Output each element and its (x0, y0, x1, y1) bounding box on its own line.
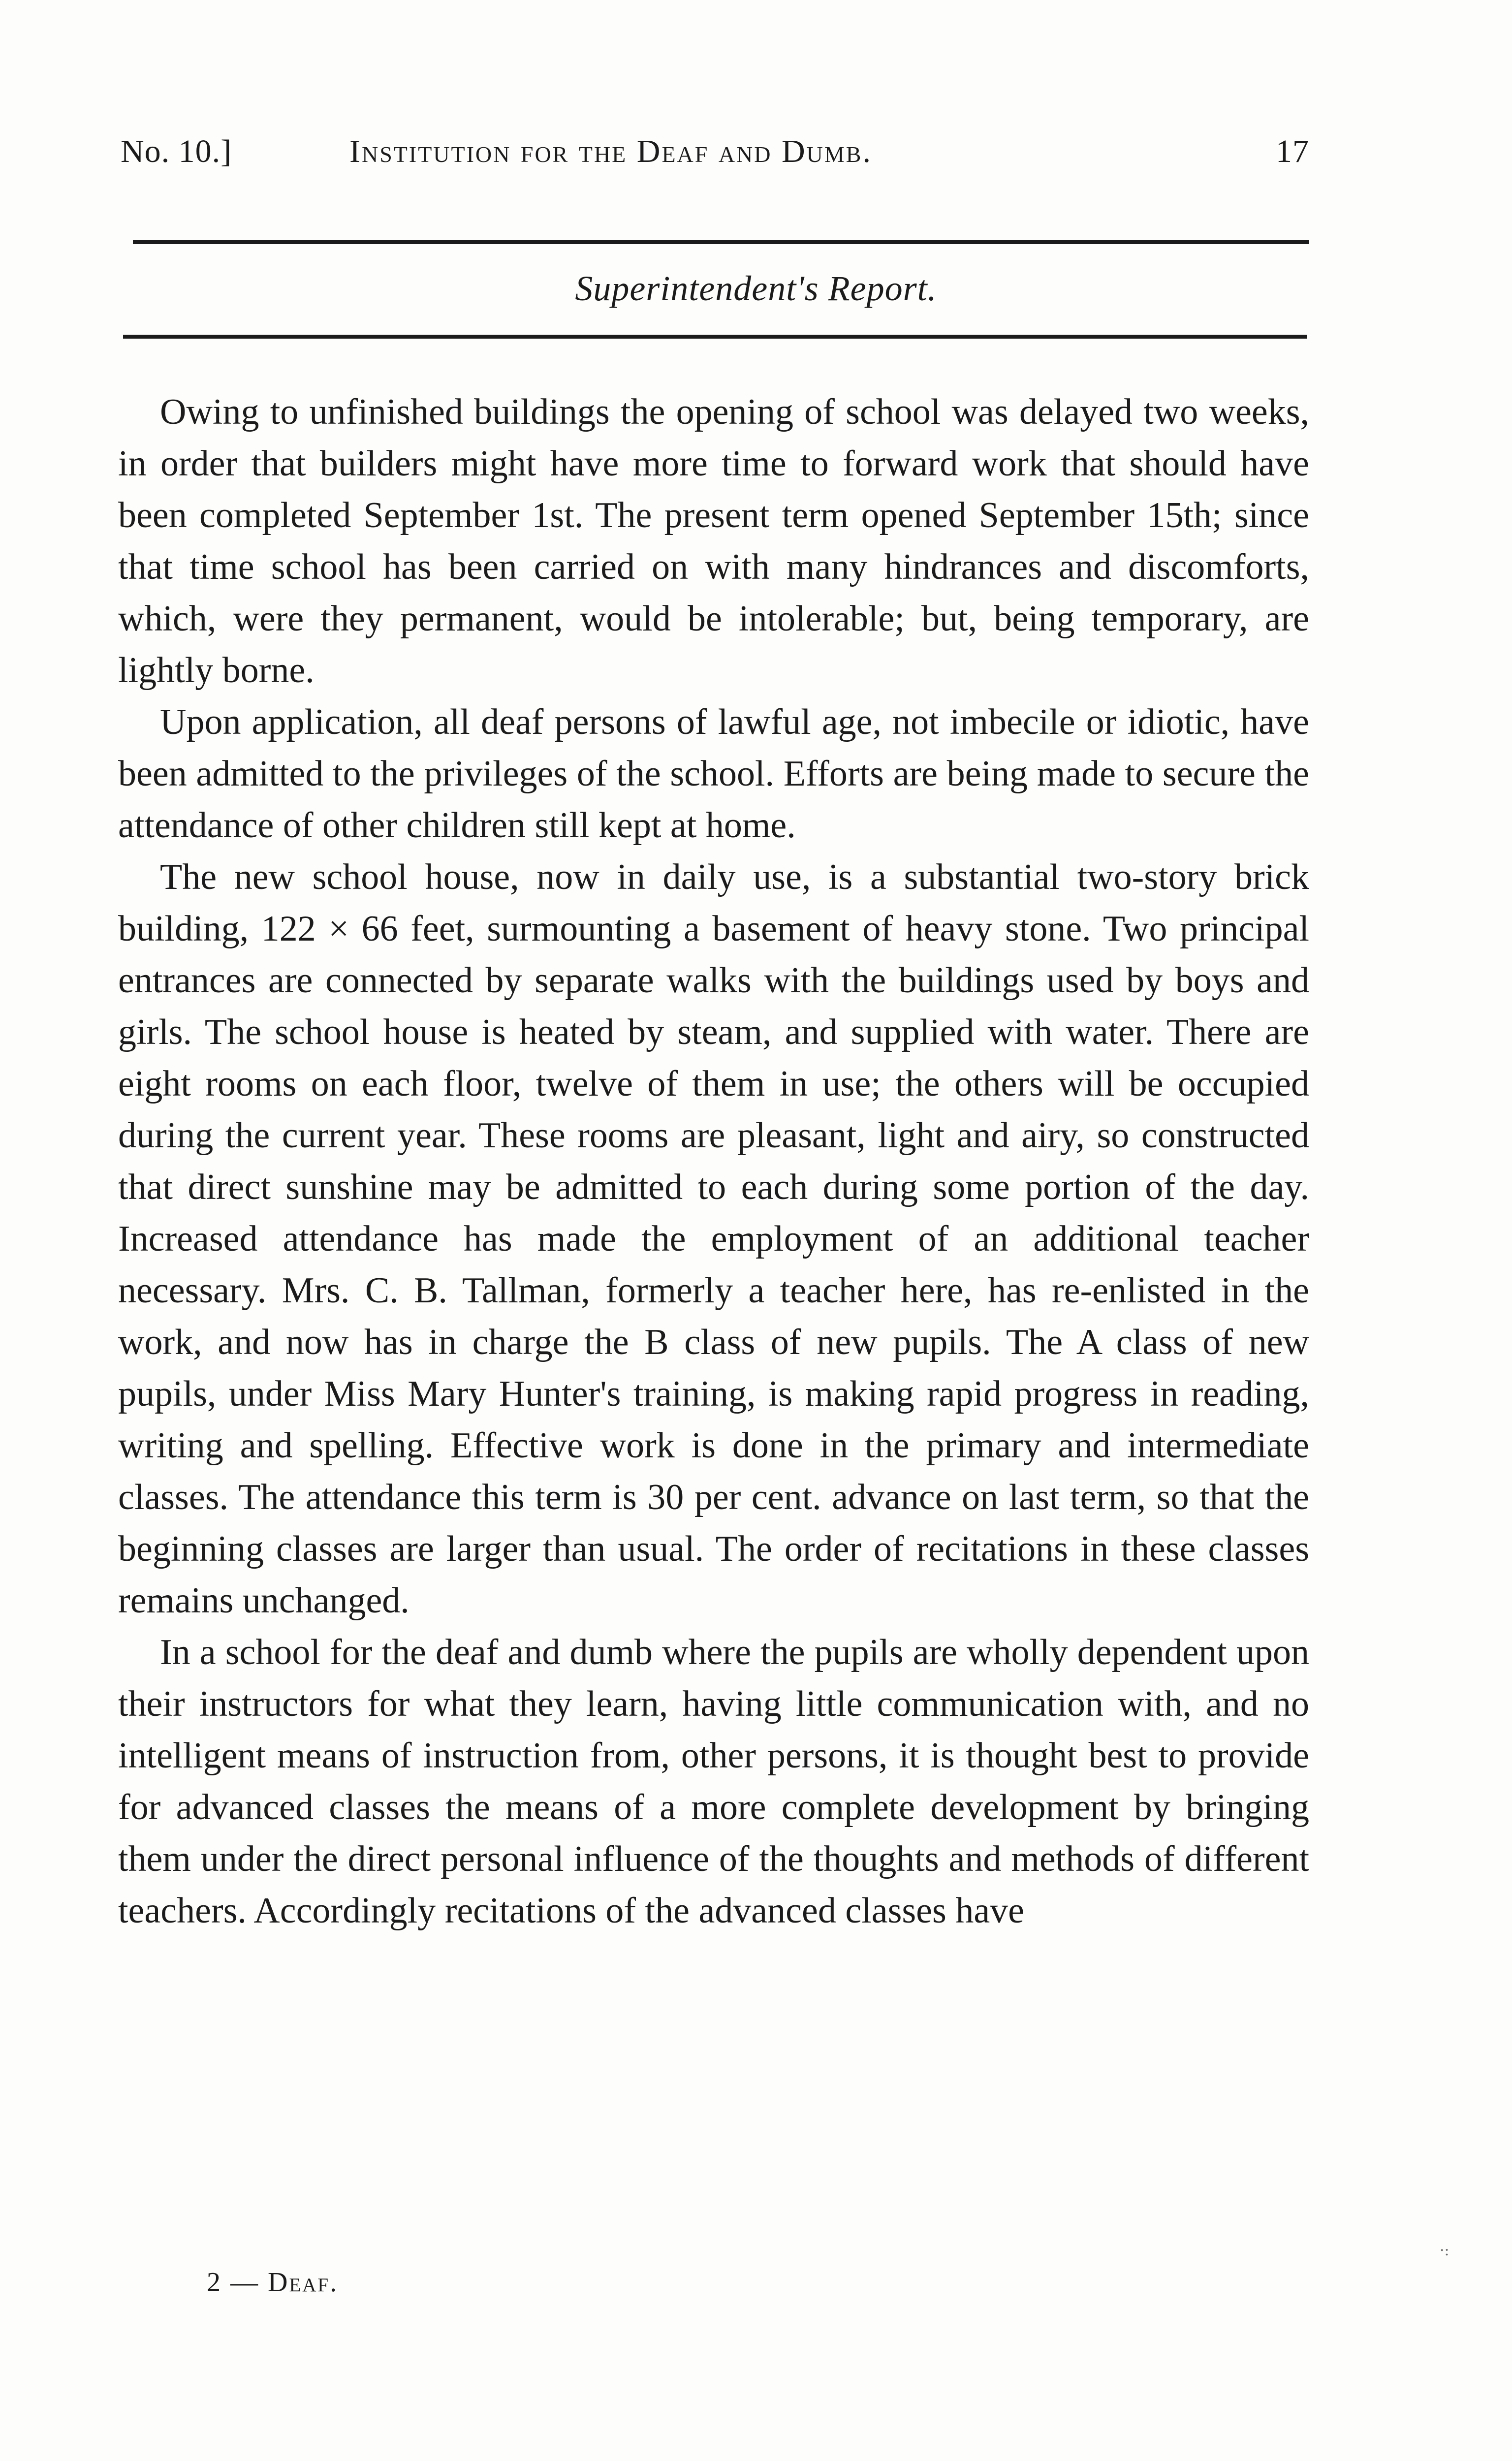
running-title: Institution for the Deaf and Dumb. (349, 133, 872, 169)
body-text (118, 386, 1309, 1937)
paragraph-2: Upon application, all deaf persons of lawful age, not imbecile or idiotic, have been admitted to the privileges of the school. Efforts are being made to secure the attendance of other children still kept at home. (118, 702, 1309, 846)
page-number: 17 (1276, 133, 1309, 169)
header-rule-bottom (123, 335, 1307, 339)
paragraph-1: Owing to unfinished buildings the opening of school was delayed two weeks, in order that builders might have more time to forward work that should have been completed September 1st. The present term opened September 15th; since that time school has been carried on with many hindrances and discomforts, which, were they permanent, would be intolerable; but, being temporary, are lightly borne. (118, 392, 1309, 691)
ink-speck: ·: (1440, 2242, 1449, 2259)
document-number: No. 10.] (121, 133, 232, 169)
section-title: Superintendent's Report. (575, 269, 937, 308)
paragraph-3: The new school house, now in daily use, is a substantial two-story brick building, 122 × 66 feet, surmounting a basement of heavy stone. Two principal entrances are connected by separate walks with the buildings used by boys and girls. The school house is heated by steam, and supplied with water. There are eight rooms on each floor, twelve of them in use; the others will be occupied during the current year. These rooms are pleasant, light and airy, so constructed that direct sunshine may be admitted to each during some portion of the day. Increased attendance has made the employment of an additional teacher necessary. Mrs. C. B. Tallman, formerly a teacher here, has re-enlisted in the work, and now has in charge the B class of new pupils. The A class of new pupils, under Miss Mary Hunter's training, is making rapid progress in reading, writing and spelling. Effective work is done in the primary and intermediate classes. The attendance this term is 30 per cent. advance on last term, so that the beginning classes are larger than usual. The order of recitations in these classes remains unchanged. (118, 857, 1309, 1621)
signature-mark: 2 — Deaf. (207, 2267, 339, 2298)
paragraph-4: In a school for the deaf and dumb where the pupils are wholly dependent upon their instructors for what they learn, having little communication with, and no intelligent means of instruction from, other persons, it is thought best to provide for advanced classes the means of a more complete development by bringing them under the direct personal influence of the thoughts and methods of different teachers. Accordingly recitations of the advanced classes have (118, 1632, 1309, 1931)
header-rule-top (133, 240, 1309, 244)
running-header (121, 133, 1309, 182)
